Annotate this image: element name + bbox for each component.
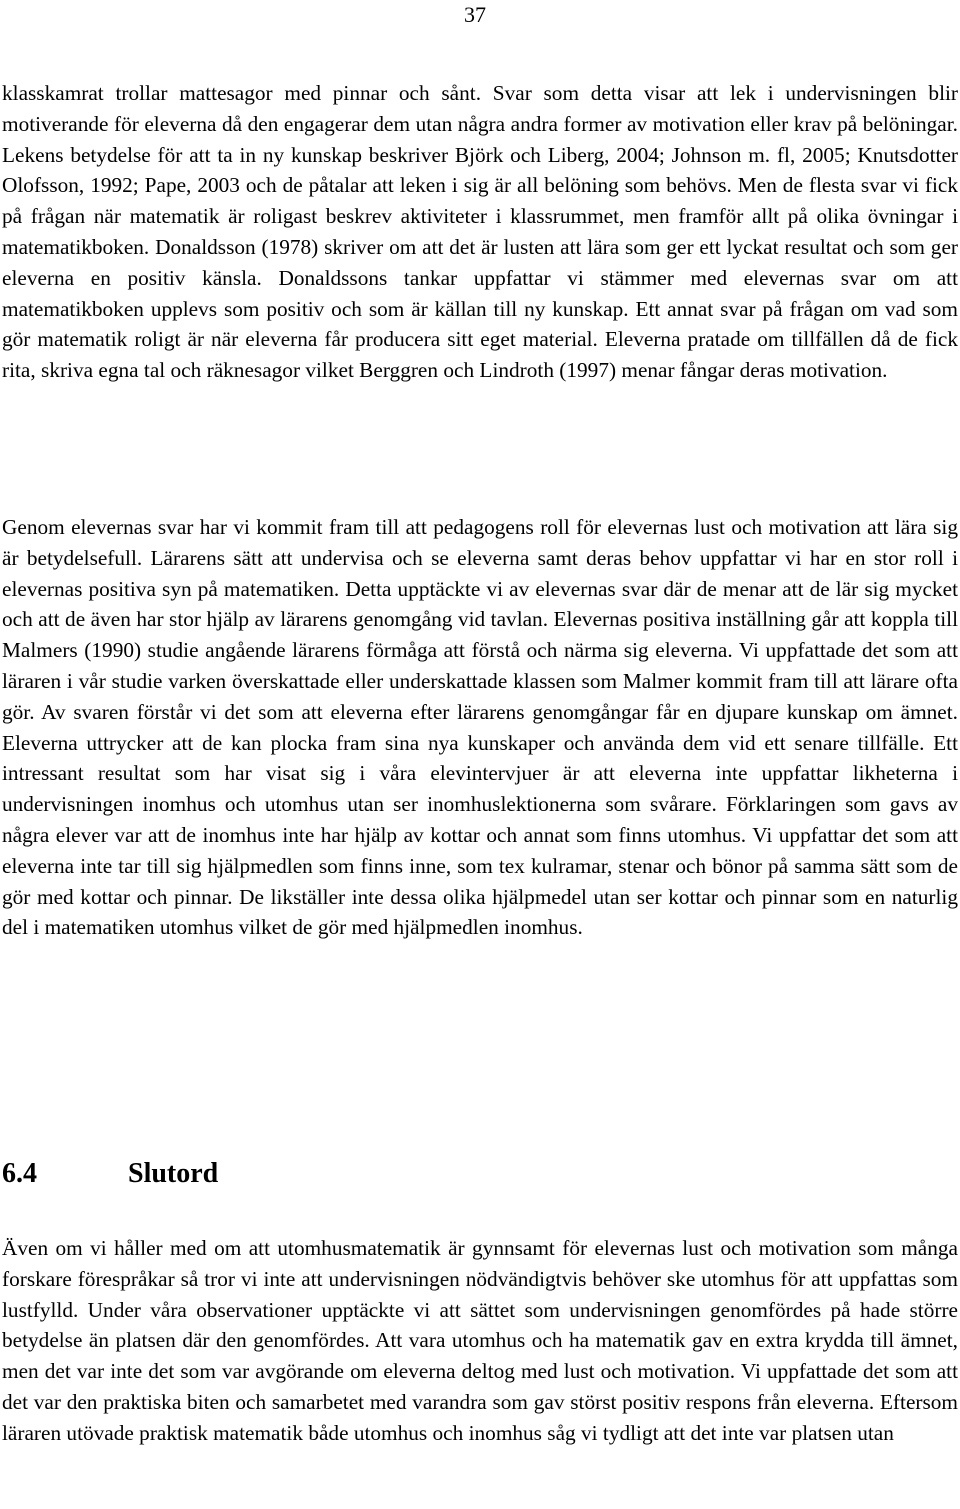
section-number: 6.4	[2, 1158, 37, 1189]
body-paragraph-1: klasskamrat trollar mattesagor med pinnar och sånt. Svar som detta visar att lek i undervisningen blir motiverande för eleverna då den engagerar dem utan några andra former av motivation eller krav på belöningar. Lekens betydelse för att ta in ny kunskap beskriver Björk och Liberg, 2004; Johnson m. fl, 2005; Knutsdotter Olofsson, 1992; Pape, 2003 och de påtalar att leken i sig är all belöning som behövs. Men de flesta svar vi fick på frågan när matematik är roligast beskrev aktiviteter i klassrummet, men framför allt på olika övningar i matematikboken. Donaldsson (1978) skriver om att det är lusten att lära som ger ett lyckat resultat och som ger eleverna en positiv känsla. Donaldssons tankar uppfattar vi stämmer med elevernas svar om att matematikboken upplevs som positiv och som är källan till ny kunskap. Ett annat svar på frågan om vad som gör matematik roligt är när eleverna får producera sitt eget material. Eleverna pratade om tillfällen då de fick rita, skriva egna tal och räknesagor vilket Berggren och Lindroth (1997) menar fångar deras motivation.	[2, 81, 958, 383]
body-paragraph-2: Genom elevernas svar har vi kommit fram till att pedagogens roll för elevernas lust och motivation att lära sig är betydelsefull. Lärarens sätt att undervisa och se eleverna samt deras behov uppfattar vi har en stor roll i elevernas positiva syn på matematiken. Detta upptäckte vi av elevernas svar där de menar att de lär sig mycket och att de även har stor hjälp av lärarens genomgång vid tavlan. Elevernas positiva inställning går att koppla till Malmers (1990) studie angående lärarens förmåga att förstå och närma sig eleverna. Vi uppfattade det som att läraren i vår studie varken överskattade eller underskattade klassen som Malmer kommit fram till att lärare ofta gör. Av svaren förstår vi det som att eleverna efter lärarens genomgångar får en djupare kunskap om ämnet. Eleverna uttrycker att de kan plocka fram sina nya kunskaper och använda dem vid ett senare tillfälle. Ett intressant resultat som har visat sig i våra elevintervjuer är att eleverna inte uppfattar likheterna i undervisningen inomhus och utomhus utan ser inomhuslektionerna som svårare. Förklaringen som gavs av några elever var att de inomhus inte har hjälp av kottar och annat som finns utomhus. Vi uppfattar det som att eleverna inte tar till sig hjälpmedlen som finns inne, som tex kulramar, stenar och bönor på samma sätt som de gör med kottar och pinnar. De likställer inte dessa olika hjälpmedel utan ser kottar och pinnar som en naturlig del i matematiken utomhus vilket de gör med hjälpmedlen inomhus.	[2, 515, 958, 940]
section-heading	[2, 1156, 218, 1192]
body-paragraph-3: Även om vi håller med om att utomhusmatematik är gynnsamt för elevernas lust och motivation som många forskare förespråkar så tror vi inte att undervisningen nödvändigtvis behöver ske utomhus för att uppfattas som lustfylld. Under våra observationer upptäckte vi att sättet som undervisningen genomfördes på hade större betydelse än platsen där den genomfördes. Att vara utomhus och ha matematik gav en extra krydda till ämnet, men det var inte det som var avgörande om eleverna deltog med lust och motivation. Vi uppfattade det som att det var den praktiska biten och samarbetet med varandra som gav störst positiv respons från eleverna. Eftersom läraren utövade praktisk matematik både utomhus och inomhus såg vi tydligt att det inte var platsen utan	[2, 1236, 958, 1445]
page-number: 37	[464, 2, 486, 27]
section-title: Slutord	[128, 1158, 219, 1189]
